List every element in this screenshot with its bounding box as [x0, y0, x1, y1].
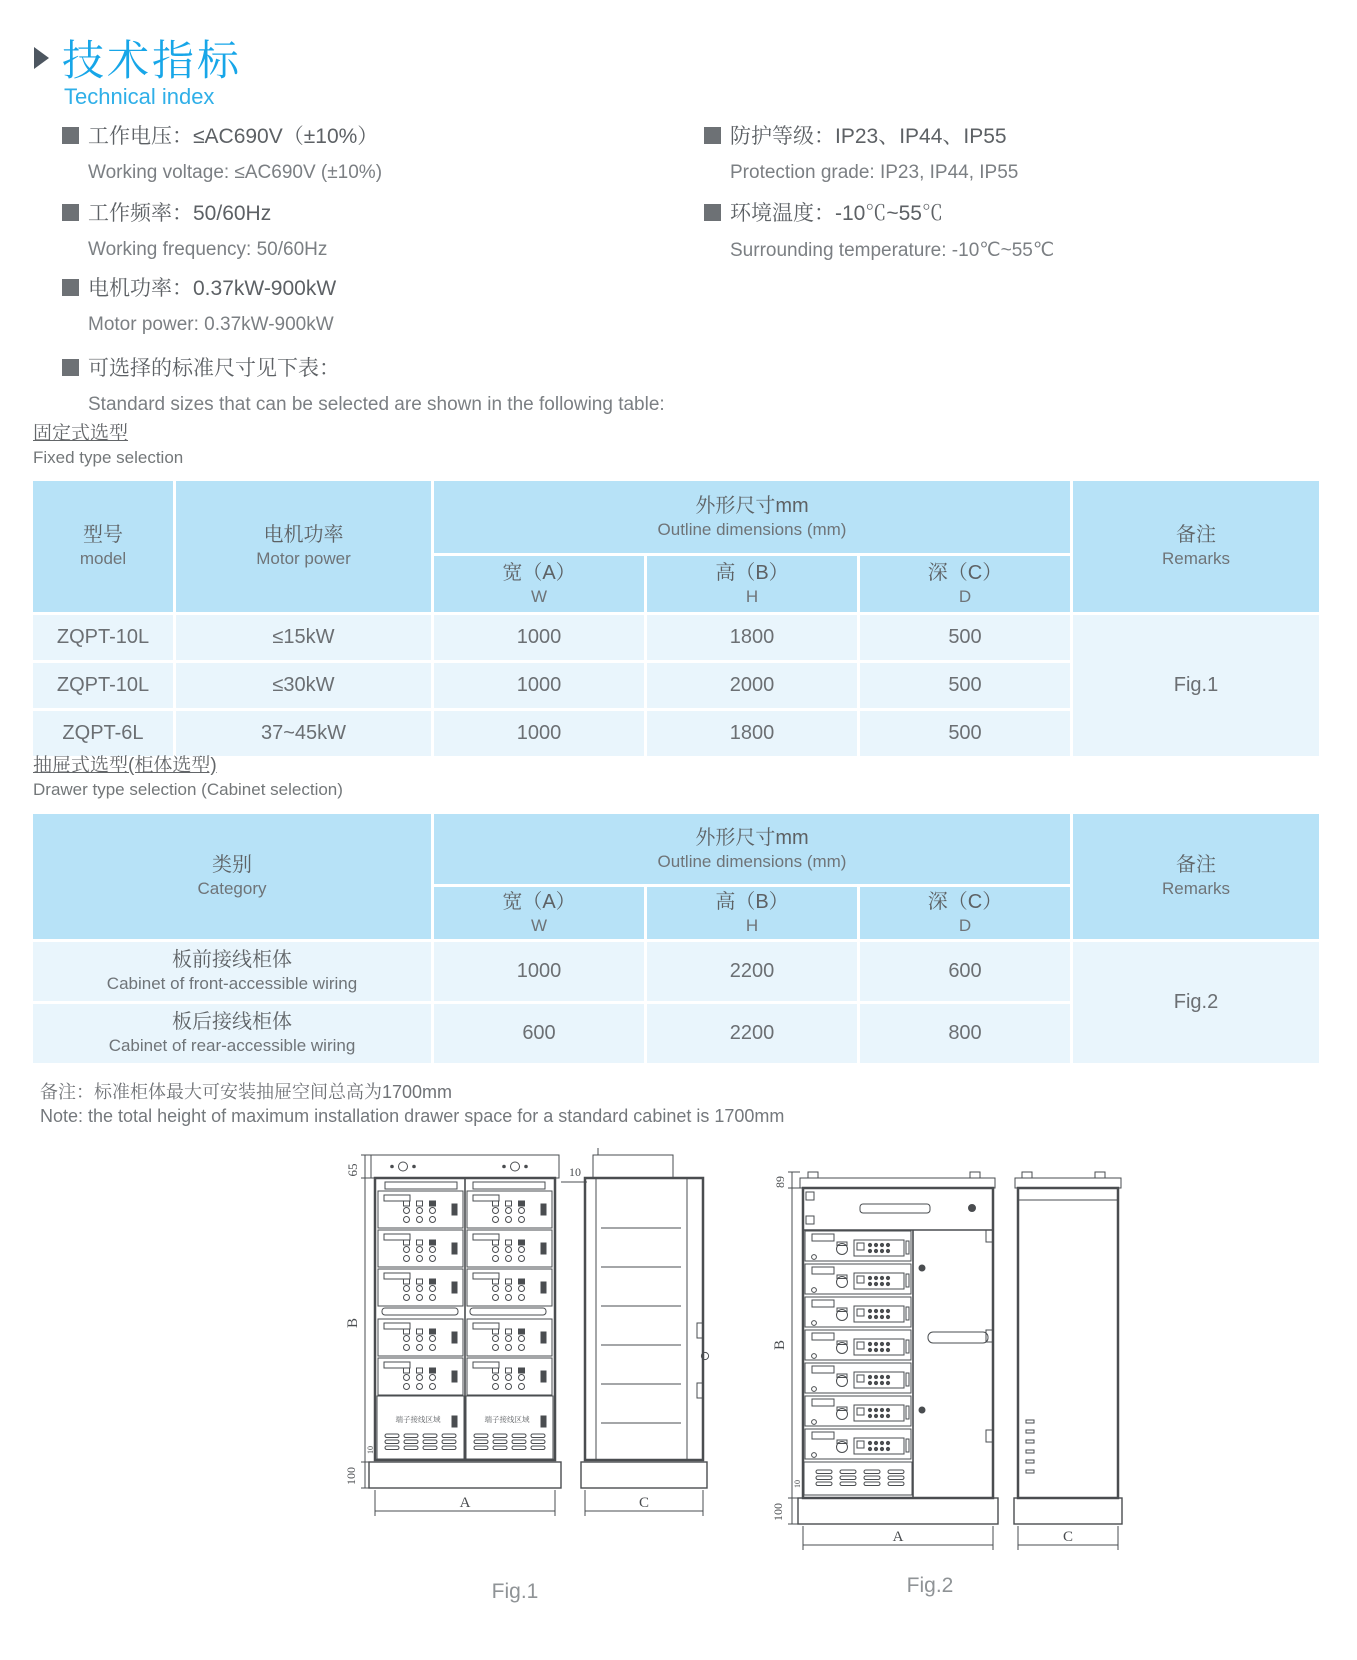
- table-cell-height: 2200: [647, 1004, 857, 1063]
- spec-cn-text: 防护等级：IP23、IP44、IP55: [730, 125, 1007, 148]
- dim-label-100: 100: [771, 1503, 785, 1521]
- dim-label-B: B: [345, 1317, 361, 1329]
- category-cn: 板后接线柜体: [172, 1011, 292, 1034]
- section-arrow-icon: [34, 47, 49, 69]
- fig1-front-view: [369, 1155, 561, 1488]
- header-en: Category: [197, 879, 267, 899]
- drawer-table-label-en: Drawer type selection (Cabinet selection): [33, 780, 343, 799]
- fig1-drawing: [335, 1128, 745, 1608]
- header-cn: 宽（A）: [502, 890, 576, 913]
- header-cn: 外形尺寸mm: [695, 494, 809, 517]
- category-en: Cabinet of front-accessible wiring: [106, 974, 358, 994]
- table-cell-remark: Fig.1: [1073, 615, 1319, 756]
- spec-cn-text: 电机功率：0.37kW-900kW: [88, 277, 337, 300]
- dim-label-C: C: [1062, 1529, 1074, 1545]
- header-en: Outline dimensions (mm): [657, 519, 847, 539]
- header-cn: 类别: [212, 854, 252, 877]
- header-cn: 高（B）: [715, 561, 789, 584]
- fig2-vent-panel: [804, 1462, 912, 1495]
- col-header-width: [434, 887, 644, 939]
- fig2-drawer-stack: [805, 1231, 911, 1459]
- header-en: H: [745, 586, 759, 606]
- header-en: D: [958, 915, 972, 935]
- header-en: Motor power: [256, 549, 351, 569]
- note-cn: 备注：标准柜体最大可安装抽屉空间总高为1700mm: [40, 1082, 453, 1102]
- table-cell-model: ZQPT-10L: [33, 615, 173, 660]
- bullet-square-icon: [62, 359, 79, 376]
- note-en: Note: the total height of maximum installation drawer space for a standard cabinet is 1700mm: [40, 1106, 785, 1126]
- header-en: Remarks: [1161, 879, 1230, 899]
- dim-label-10-inner: 10: [366, 1446, 375, 1454]
- col-header-outline-dimensions: [434, 481, 1070, 553]
- header-en: W: [530, 586, 548, 606]
- header-cn: 宽（A）: [502, 561, 576, 584]
- header-cn: 深（C）: [927, 890, 1003, 913]
- table-cell-width: 1000: [434, 615, 644, 660]
- bullet-square-icon: [62, 204, 79, 221]
- bullet-square-icon: [704, 127, 721, 144]
- spec-en-text: Standard sizes that can be selected are shown in the following table:: [88, 394, 665, 415]
- page-title: 技术指标: [62, 37, 243, 84]
- fig2-side-view: [1014, 1172, 1122, 1524]
- spec-cn-text: 环境温度：-10℃~55℃: [730, 202, 943, 225]
- spec-en-text: Motor power: 0.37kW-900kW: [88, 314, 334, 335]
- header-cn: 电机功率: [263, 524, 344, 547]
- table-cell-model: ZQPT-10L: [33, 663, 173, 708]
- header-cn: 备注: [1176, 524, 1216, 547]
- table-cell-power: ≤15kW: [176, 615, 431, 660]
- dim-label-C: C: [638, 1495, 650, 1511]
- header-cn: 深（C）: [927, 561, 1003, 584]
- fig2-front-view: [798, 1172, 998, 1524]
- table-cell-category: [33, 942, 431, 1001]
- header-en: D: [958, 586, 972, 606]
- table-cell-height: 2200: [647, 942, 857, 1001]
- terminal-area-label: 端子接线区域: [484, 1415, 530, 1424]
- col-header-depth: [860, 556, 1070, 612]
- spec-working-frequency: [62, 197, 327, 261]
- header-cn: 型号: [83, 524, 123, 547]
- spec-surrounding-temperature: [704, 197, 1054, 262]
- fixed-type-table: [33, 481, 1319, 756]
- fixed-table-label-cn: 固定式选型: [33, 423, 129, 444]
- spec-en-text: Working frequency: 50/60Hz: [88, 239, 328, 260]
- fig2-right-door: [913, 1230, 993, 1498]
- header-en: Outline dimensions (mm): [657, 851, 847, 871]
- col-header-remarks: [1073, 481, 1319, 612]
- col-header-depth: [860, 887, 1070, 939]
- table-cell-height: 1800: [647, 615, 857, 660]
- header-en: Remarks: [1161, 549, 1230, 569]
- spec-cn-text: 可选择的标准尺寸见下表：: [88, 357, 340, 380]
- spec-en-text: Protection grade: IP23, IP44, IP55: [730, 162, 1019, 183]
- col-header-model: [33, 481, 173, 612]
- table-cell-power: ≤30kW: [176, 663, 431, 708]
- page-subtitle: Technical index: [64, 84, 215, 109]
- fig1-caption: Fig.1: [491, 1580, 539, 1603]
- bullet-square-icon: [704, 204, 721, 221]
- table-cell-category: [33, 1004, 431, 1063]
- col-header-category: [33, 814, 431, 939]
- table-cell-height: 2000: [647, 663, 857, 708]
- spec-cn-text: 工作电压：≤AC690V（±10%）: [88, 125, 379, 148]
- table-cell-height: 1800: [647, 711, 857, 756]
- table-cell-width: 1000: [434, 711, 644, 756]
- fig1-side-view: [581, 1148, 709, 1488]
- table-cell-width: 1000: [434, 942, 644, 1001]
- table-cell-depth: 500: [860, 615, 1070, 660]
- terminal-area-label: 端子接线区域: [395, 1415, 441, 1424]
- table-cell-power: 37~45kW: [176, 711, 431, 756]
- dim-label-10-top: 10: [569, 1165, 581, 1179]
- table-cell-model: ZQPT-6L: [33, 711, 173, 756]
- dim-label-B: B: [772, 1339, 788, 1351]
- fig2-dimensions: [771, 1172, 1118, 1550]
- dim-label-100: 100: [344, 1467, 358, 1485]
- header-en: model: [79, 549, 127, 569]
- table-cell-remark: Fig.2: [1073, 942, 1319, 1063]
- spec-en-text: Working voltage: ≤AC690V (±10%): [88, 162, 383, 183]
- fig2-drawing: [700, 1080, 1130, 1640]
- col-header-outline-dimensions: [434, 814, 1070, 884]
- dim-label-10-inner: 10: [793, 1480, 802, 1488]
- dim-label-65: 65: [345, 1163, 360, 1177]
- spec-motor-power: [62, 272, 336, 336]
- spec-working-voltage: [62, 120, 382, 184]
- spec-protection-grade: [704, 120, 1018, 184]
- category-cn: 板前接线柜体: [172, 949, 292, 972]
- bullet-square-icon: [62, 279, 79, 296]
- col-header-remarks: [1073, 814, 1319, 939]
- col-header-motor-power: [176, 481, 431, 612]
- table-cell-width: 1000: [434, 663, 644, 708]
- header-cn: 备注: [1176, 854, 1216, 877]
- col-header-height: [647, 556, 857, 612]
- col-header-width: [434, 556, 644, 612]
- spec-en-text: Surrounding temperature: -10℃~55℃: [730, 240, 1055, 261]
- dim-label-89: 89: [773, 1176, 787, 1188]
- fig2-caption: Fig.2: [906, 1574, 954, 1597]
- bullet-square-icon: [62, 127, 79, 144]
- header-cn: 高（B）: [715, 890, 789, 913]
- category-en: Cabinet of rear-accessible wiring: [108, 1036, 356, 1056]
- dim-label-A: A: [459, 1495, 471, 1511]
- header-en: W: [530, 915, 548, 935]
- header-cn: 外形尺寸mm: [695, 826, 809, 849]
- table-cell-depth: 600: [860, 942, 1070, 1001]
- table-cell-width: 600: [434, 1004, 644, 1063]
- table-cell-depth: 800: [860, 1004, 1070, 1063]
- col-header-height: [647, 887, 857, 939]
- fig2-top-panel: [803, 1192, 993, 1230]
- drawer-type-table: [33, 814, 1319, 1063]
- dim-label-A: A: [892, 1529, 904, 1545]
- drawer-table-label-cn: 抽屉式选型(柜体选型): [33, 755, 217, 776]
- fixed-table-label-en: Fixed type selection: [33, 448, 184, 467]
- spec-cn-text: 工作频率：50/60Hz: [88, 202, 272, 225]
- table-cell-depth: 500: [860, 711, 1070, 756]
- spec-standard-sizes: [62, 352, 665, 416]
- header-en: H: [745, 915, 759, 935]
- table-cell-depth: 500: [860, 663, 1070, 708]
